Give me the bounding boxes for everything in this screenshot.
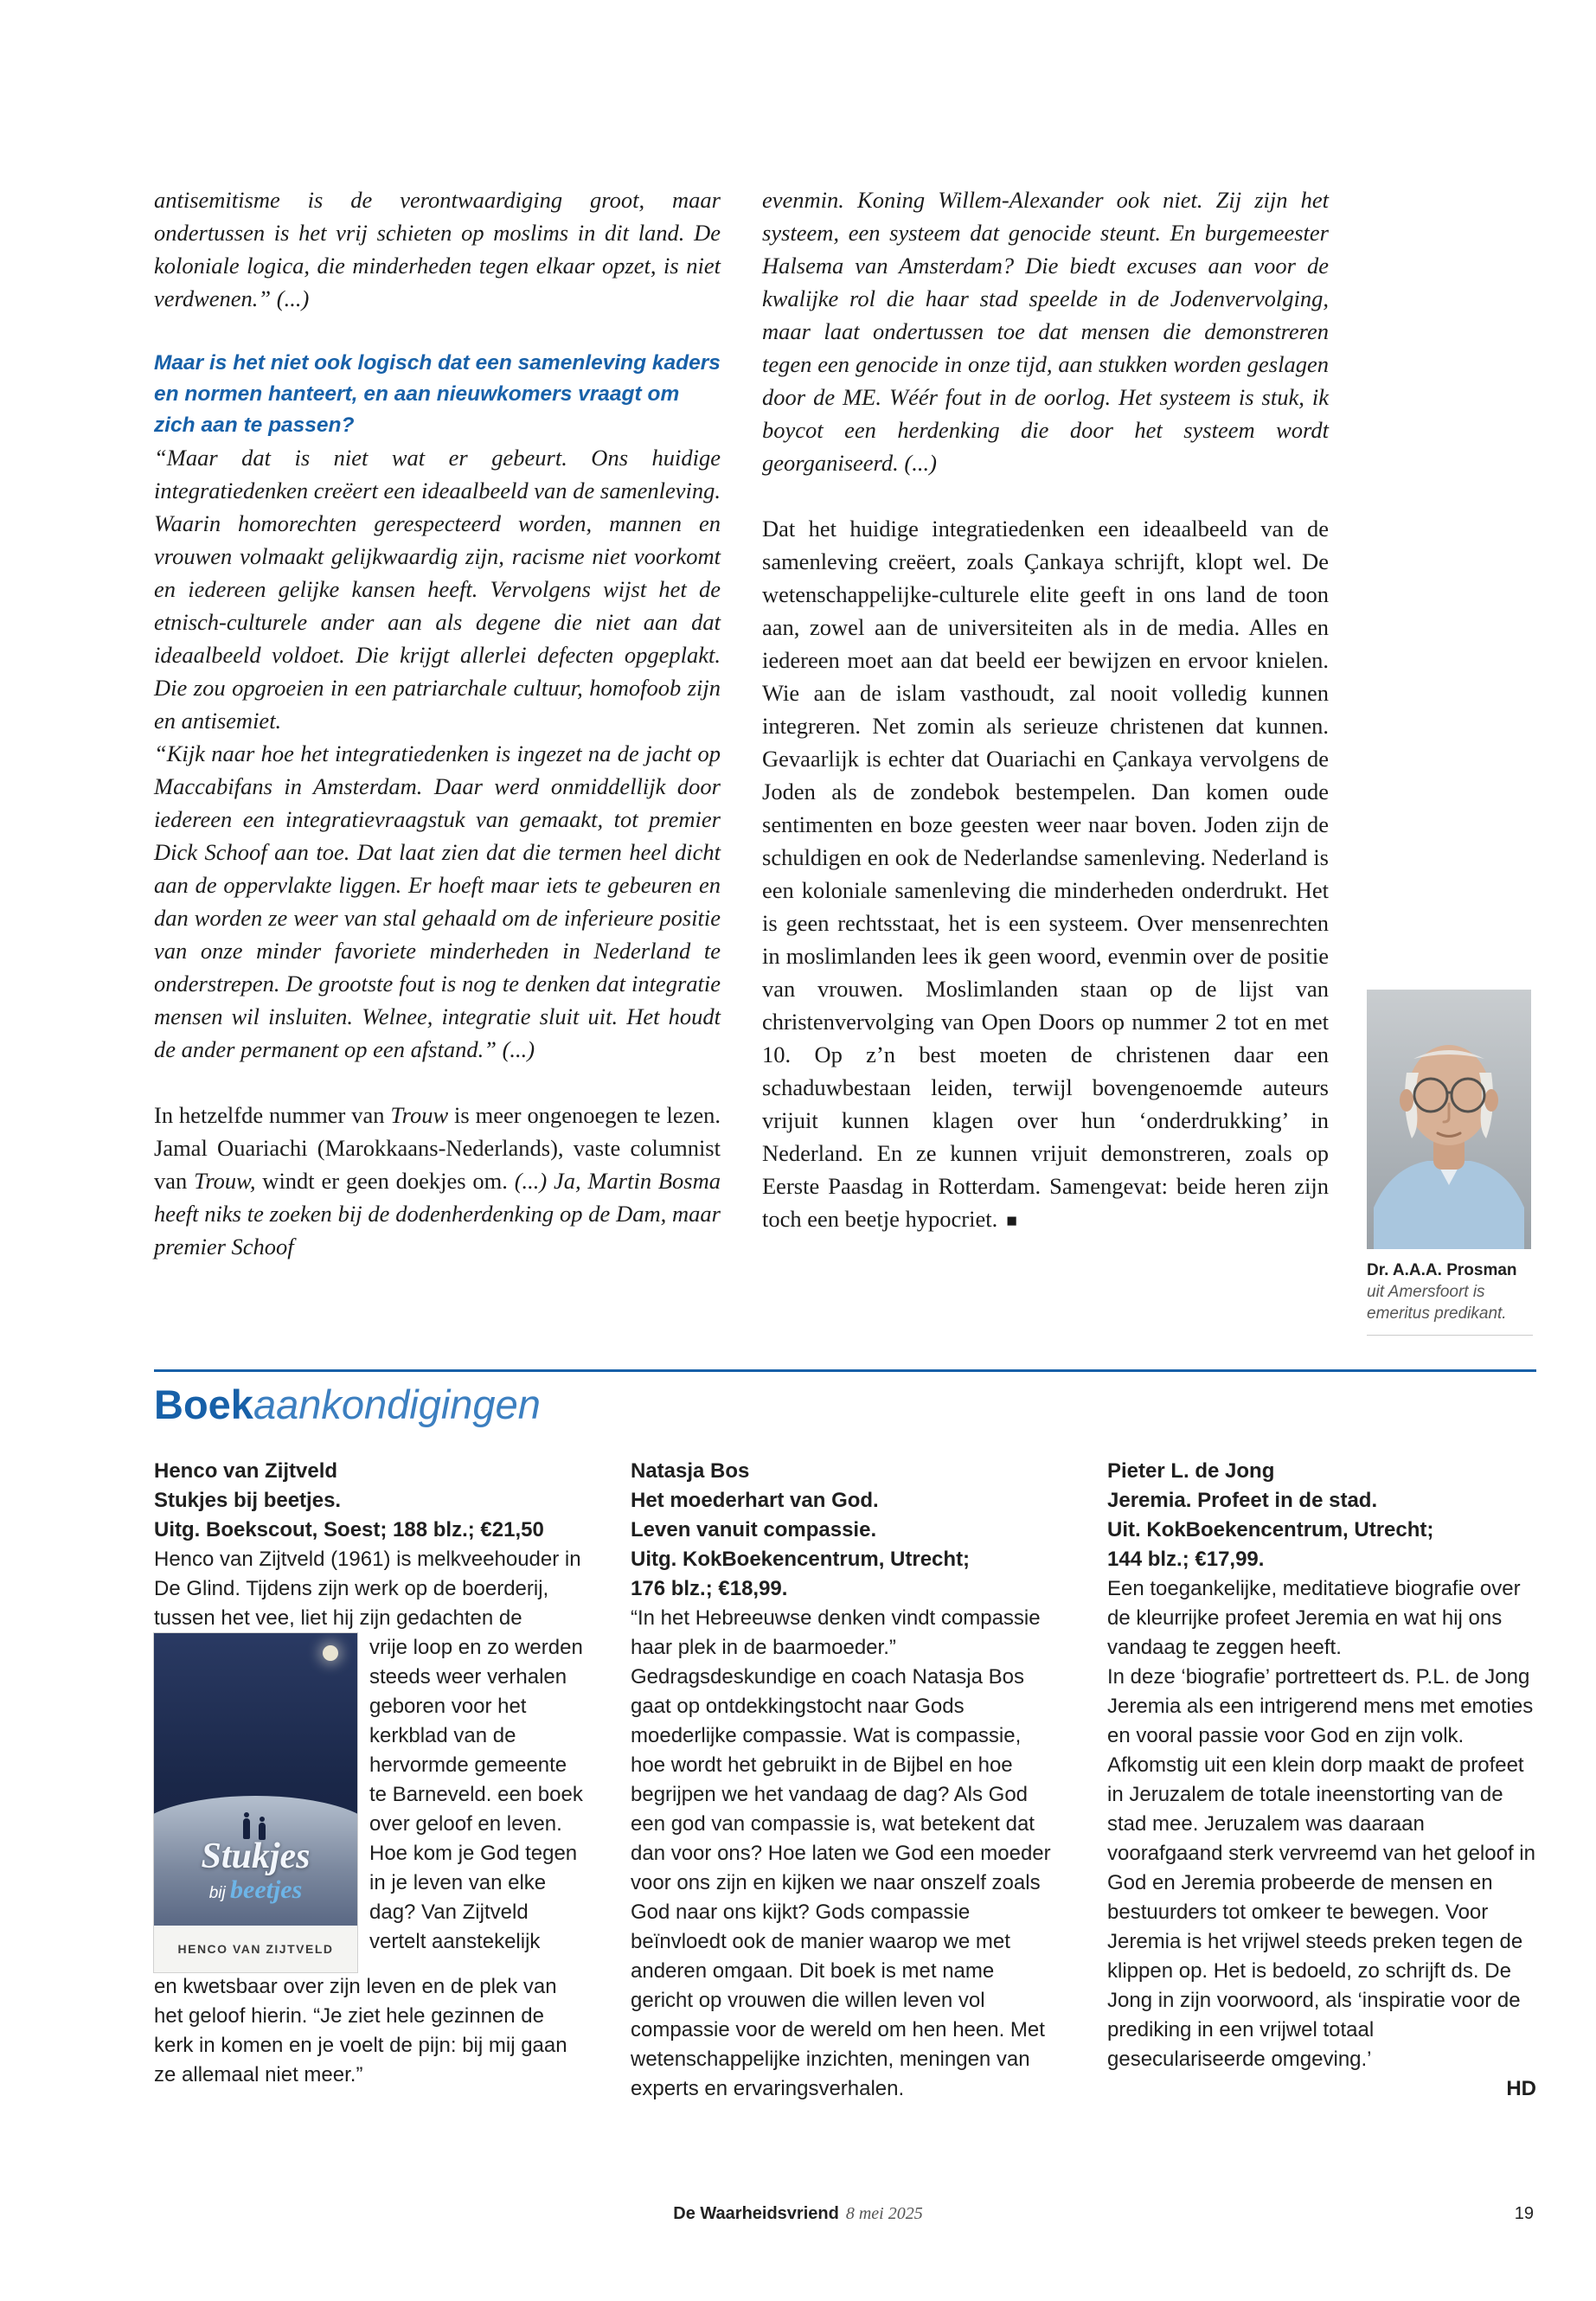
book-author: Natasja Bos (631, 1459, 750, 1483)
article-column-right (762, 183, 1329, 1336)
article-paragraph: evenmin. Koning Willem-Alexander ook niet. Zij zijn het systeem, een systeem dat genocide steunt. En burgemeester Halsema van Amsterdam? Die biedt excuses aan voor de kwalijke rol die haar stad speelde in de Jodenvervolging, maar laat ondertussen toe dat mensen die demonstreren tegen een genocide in onze tijd, aan stukken worden geslagen door de ME. Wéér fout in de oorlog. Het systeem is stuk, ik boycot een herdenking die door het systeem wordt georganiseerd. (...) (762, 187, 1329, 476)
section-title-bold: Boek (154, 1381, 253, 1427)
article-paragraph (762, 512, 1329, 1237)
book-title: Het moederhart van God. (631, 1489, 879, 1512)
footer-publication-line (0, 2204, 1596, 2224)
section-title (154, 1369, 1536, 1427)
reviewer-initials: HD (1506, 2077, 1536, 2100)
book-publisher: 144 blz.; €17,99. (1107, 1548, 1265, 1571)
article-paragraph-text: Dat het huidige integratiedenken een ideaalbeeld van de samenleving creëert, zoals Çankaya schrijft, klopt wel. De wetenschappelijke-culturele elite geeft in ons land de toon aan, zowel aan de universiteiten als in de media. Alles en iedereen moet aan dat beeld eer bewijzen en ervoor knielen. Wie aan de islam vasthoudt, zal nooit volledig kunnen integreren. Net zomin als serieuze christenen dat kunnen. Gevaarlijk is echter dat Ouariachi en Çankaya vervolgens de Joden als de zondebok bestempelen. Dan komen oude sentimenten en boze geesten weer naar boven. Joden zijn de schuldigen en ook de Nederlandse samenleving. Nederland is een koloniale samenleving die minderheden onderdrukt. Het is geen rechtsstaat, het is een systeem. Over mensenrechten in moslimlanden lees ik geen woord, evenmin over de positie van vrouwen. Moslimlanden staan op de lijst van christenvervolging van Open Doors op nummer 2 tot en met 10. Op z’n best moeten de christenen daar een schaduwbestaan leiden, terwijl bovengenoemde auteurs vrijuit kunnen klagen over hun ‘onderdrukking’ in Nederland. En ze kunnen vrijuit demonstreren, zoals op Eerste Paasdag in Rotterdam. Samengevat: beide heren zijn toch een beetje hypocriet. (762, 516, 1329, 1232)
book-announcement (154, 1457, 583, 2104)
book-body-text: In deze ‘biografie’ portretteert ds. P.L. de Jong Jeremia als een intrigerend mens met emoties en vooral passie voor God en zijn volk. Afkomstig uit een klein dorp maakt de profeet in Jeruzalem de totale ineenstorting van de stad mee. Jeruzalem was daaraan voorafgaand sterk vervreemd van het geloof in God en Jeremia probeerde de mensen en bestuurders tot omkeer te bewegen. Voor Jeremia is het vrijwel steeds preken tegen de klippen op. Het is bedoeld, zo schrijft ds. De Jong in zijn voorwoord, als ‘inspiratie voor de prediking in een vrijwel totaal geseculariseerde omgeving.’ (1107, 1665, 1535, 2071)
article-paragraph: antisemitisme is de verontwaardiging groot, maar ondertussen is het vrij schieten op moslims in dit land. De koloniale logica, die minderheden tegen elkaar opzet, is niet verdwenen.” (...) (154, 187, 721, 311)
book-author: Henco van Zijtveld (154, 1459, 338, 1483)
book-cover (154, 1633, 357, 1972)
magazine-name: De Waarheidsvriend (673, 2204, 839, 2223)
article-column-left (154, 183, 721, 1336)
book-body-text: Een toegankelijke, meditatieve biografie over de kleurrijke profeet Jeremia en wat hij ons vandaag te zeggen heeft. (1107, 1577, 1521, 1659)
article-paragraph: In hetzelfde nummer van Trouw is meer ongenoegen te lezen. Jamal Ouariachi (Marokkaans-Nederlands), vaste columnist van Trouw, windt er geen doekjes om. (...) Ja, Martin Bosma heeft niks te zoeken bij de dodenherdenking op de Dam, maar premier Schoof (154, 1102, 721, 1259)
book-header (154, 1457, 583, 1545)
page-footer (0, 2204, 1596, 2224)
book-publisher: Uit. KokBoekencentrum, Utrecht; (1107, 1518, 1434, 1541)
portrait-illustration (1367, 990, 1531, 1249)
book-header (1107, 1457, 1536, 1574)
article-paragraph: “Kijk naar hoe het integratiedenken is ingezet na de jacht op Maccabifans in Amsterdam. Daar werd onmiddellijk door iedereen een integratievraagstuk van gemaakt, tot premier Dick Schoof aan toe. Dat laat zien dat die termen heel dicht aan de oppervlakte liggen. Er hoeft maar iets te gebeuren en dan worden ze weer van stal gehaald om de inferieure positie van onze minder favoriete minderheden in Nederland te onderstrepen. De grootste fout is nog te denken dat integratie mensen wil insluiten. Welnee, integratie sluit uit. Het houdt de ander permanent op een afstand.” (...) (154, 740, 721, 1062)
interview-question-heading: Maar is het niet ook logisch dat een samenleving kaders en normen hanteert, en aan nieuwkomers vraagt om zich aan te passen? (154, 351, 721, 437)
portrait-caption (1367, 1259, 1533, 1336)
article-paragraph: “Maar dat is niet wat er gebeurt. Ons huidige integratiedenken creëert een ideaalbeeld van de samenleving. Waarin homorechten gerespecteerd worden, mannen en vrouwen volmaakt gelijkwaardig zijn, racisme niet voorkomt en iedereen gelijke kansen heeft. Vervolgens wijst het de etnisch-culturele ander aan als degene die niet aan dat ideaalbeeld voldoet. Die krijgt allerlei defecten opgeplakt. Die zou opgroeien in een patriarchale cultuur, homofoob zijn en antisemiet. (154, 445, 721, 734)
book-announcement (631, 1457, 1060, 2104)
cover-title-line2 (154, 1877, 357, 1903)
book-announcements-section (154, 1369, 1536, 2104)
book-author: Pieter L. de Jong (1107, 1459, 1275, 1483)
caption-name: Dr. A.A.A. Prosman (1367, 1261, 1517, 1279)
book-title: Stukjes bij beetjes. (154, 1489, 342, 1512)
portrait-photo (1367, 990, 1531, 1249)
book-publisher: Uitg. KokBoekencentrum, Utrecht; (631, 1548, 971, 1571)
cover-title (154, 1838, 357, 1903)
book-body-text: Henco van Zijtveld (1961) is melkveehouder in De Glind. Tijdens zijn werk op de boerderij, tussen het vee, liet hij zijn gedachten de (154, 1548, 581, 1630)
book-title: Jeremia. Profeet in de stad. (1107, 1489, 1378, 1512)
portrait-figure (1367, 990, 1533, 1336)
caption-description: uit Amersfoort is emeritus predikant. (1367, 1283, 1507, 1323)
book-publisher: 176 blz.; €18,99. (631, 1577, 788, 1600)
cover-author-band: HENCO VAN ZIJTVELD (154, 1926, 357, 1972)
moon-icon (323, 1645, 338, 1661)
book-publisher: Uitg. Boekscout, Soest; 188 blz.; €21,50 (154, 1518, 544, 1541)
page-number: 19 (1514, 2204, 1534, 2223)
book-title: Leven vanuit compassie. (631, 1518, 877, 1541)
book-body-text: “In het Hebreeuwse denken vindt compassie haar plek in de baarmoeder.” Gedragsdeskundige en coach Natasja Bos gaat op ontdekkingstocht naar Gods moederlijke compassie. Wat is compassie, hoe wordt het gebruikt in de Bijbel en hoe begrijpen we het vandaag de dag? Als God een god van compassie is, wat betekent dat dan voor ons? Hoe laten we God een moeder voor ons zijn en kijken we naar onszelf zoals God naar ons kijkt? Gods compassie beïnvloedt ook de manier waarop we met anderen omgaan. Dit boek is met name gericht op vrouwen die willen leven vol compassie voor de wereld om hen heen. Met wetenschappelijke inzichten, meningen van experts en ervaringsverhalen. (631, 1606, 1051, 2100)
cover-title-word: bij (208, 1884, 226, 1902)
section-title-italic: aankondigingen (253, 1381, 541, 1427)
issue-date: 8 mei 2025 (845, 2204, 923, 2223)
cover-title-word: beetjes (230, 1875, 303, 1904)
author-photo-column (1367, 183, 1533, 1336)
book-announcement (1107, 1457, 1536, 2104)
cover-title-word: Stukjes (201, 1836, 311, 1876)
book-body-text: en kwetsbaar over zijn leven en de plek van het geloof hierin. “Je ziet hele gezinnen de kerk in komen en je voelt de pijn: bij mij gaan ze allemaal niet meer.” (154, 1975, 567, 2086)
cover-row (154, 1633, 583, 1972)
book-header (631, 1457, 1060, 1604)
cover-art (154, 1633, 357, 1926)
article-section (154, 183, 1533, 1336)
article-end-mark: ■ (1006, 1210, 1017, 1231)
book-body-text: vrije loop en zo werden steeds weer verhalen geboren voor het kerkblad van de hervormde gemeente te Barneveld. een boek over geloof en leven. Hoe kom je God tegen in je leven van elke dag? Van Zijtveld vertelt aanstekelijk (369, 1636, 583, 1953)
book-columns (154, 1457, 1536, 2104)
